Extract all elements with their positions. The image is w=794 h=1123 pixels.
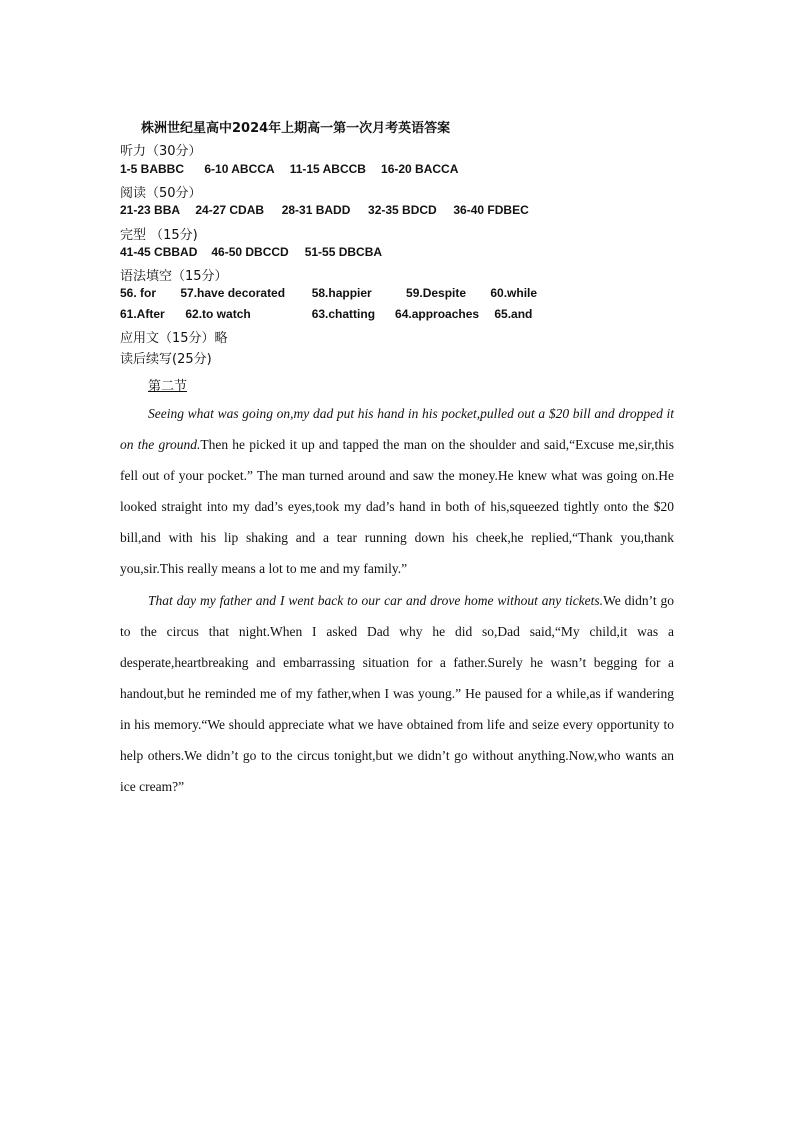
paragraph-1-opening: Seeing what was going on,my dad put his hand in his pocket,pulled out a $20 bill and dropped it on the ground. (120, 406, 674, 452)
document-title: 株洲世纪星高中2024年上期高一第一次月考英语答案 (141, 121, 451, 136)
paragraph-1-body: Then he picked it up and tapped the man on the shoulder and said,“Excuse me,sir,this fell out of your pocket.” The man turned around and saw the money.He knew what was going on.He looked straight into my dad’s eyes,took my dad’s hand in both of his,squeezed tightly onto the $20 bill,and with his lip shaking and a tear running down his cheek,he replied,“Thank you,thank you,sir.This really means a lot to me and my family.” (120, 437, 674, 576)
listening-answers (120, 162, 458, 176)
answer-group: 11-15 ABCCB (289, 162, 366, 176)
answer-item: 56. for (120, 286, 157, 300)
answer-item: 62.to watch (185, 307, 251, 321)
cloze-heading: 完型 （15分) (120, 228, 198, 243)
reading-heading: 阅读（50分） (120, 186, 202, 201)
answer-group: 28-31 BADD (281, 203, 351, 217)
continuation-heading: 读后续写(25分) (120, 352, 212, 367)
paragraph-2-body: We didn’t go to the circus that night.When I asked Dad why he did so,Dad said,“My child,it was a desperate,heartbreaking and embarrassing situation for a father.Surely he wasn’t begging for a handout,but he reminded me of my father,when I was young.” He paused for a while,as if wandering in his memory.“We should appreciate what we have obtained from life and seize every opportunity to help others.We didn’t go to the circus tonight,but we didn’t go without anything.Now,who wants an ice cream?” (120, 593, 674, 794)
answer-group: 36-40 FDBEC (453, 203, 529, 217)
answer-group: 32-35 BDCD (368, 203, 437, 217)
answer-item: 57.have decorated (180, 286, 286, 300)
answer-group: 16-20 BACCA (381, 162, 459, 176)
answer-group: 41-45 CBBAD (120, 245, 198, 259)
answer-item: 60.while (490, 286, 538, 300)
answer-group: 1-5 BABBC (120, 162, 185, 176)
grammar-answers-row2 (120, 307, 532, 321)
answer-item: 65.and (494, 307, 533, 321)
paragraph-2-opening: That day my father and I went back to our car and drove home without any tickets. (148, 593, 604, 608)
listening-heading: 听力（30分） (120, 144, 202, 159)
answer-group: 46-50 DBCCD (211, 245, 289, 259)
answer-item: 64.approaches (395, 307, 480, 321)
essay-paragraph-1 (120, 398, 674, 584)
cloze-answers (120, 245, 382, 259)
grammar-answers-row1 (120, 286, 537, 300)
answer-group: 21-23 BBA (120, 203, 181, 217)
answer-item: 63.chatting (311, 307, 376, 321)
answer-group: 51-55 DBCBA (304, 245, 383, 259)
section-two-label: 第二节 (148, 379, 188, 394)
application-heading: 应用文（15分）略 (120, 331, 228, 346)
reading-answers (120, 203, 529, 217)
answer-item: 58.happier (311, 286, 372, 300)
essay-paragraph-2 (120, 585, 674, 802)
answer-group: 24-27 CDAB (195, 203, 265, 217)
grammar-heading: 语法填空（15分） (120, 269, 228, 284)
answer-item: 59.Despite (406, 286, 467, 300)
answer-item: 61.After (120, 307, 165, 321)
answer-group: 6-10 ABCCA (204, 162, 275, 176)
